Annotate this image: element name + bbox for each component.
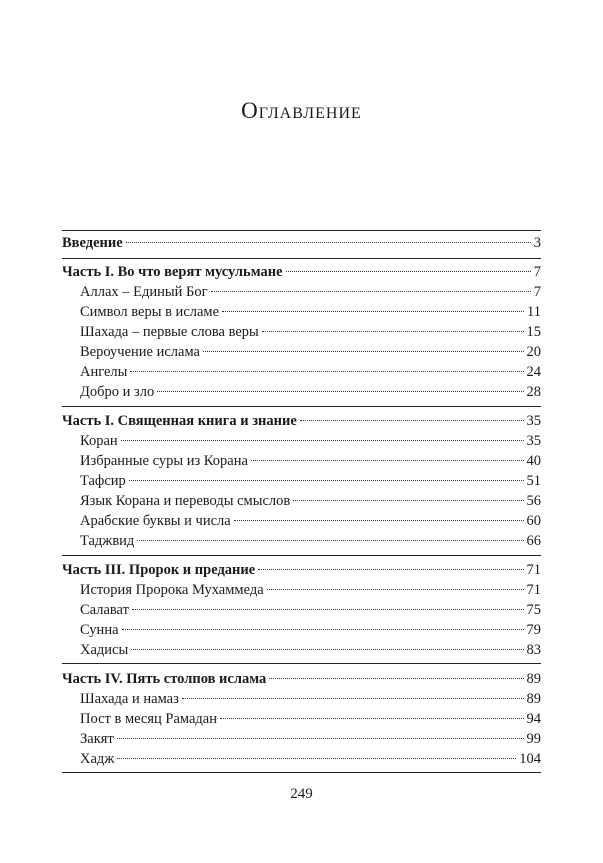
dot-leader (182, 698, 524, 699)
dot-leader (117, 738, 524, 739)
toc-chapter-entry-label: Таджвид (80, 533, 135, 549)
toc-chapter-entry-label: Добро и зло (80, 384, 155, 400)
dot-leader (129, 480, 524, 481)
section-gap (62, 660, 541, 669)
dot-leader (258, 569, 523, 570)
toc-chapter-entry (62, 491, 541, 511)
toc-chapter-entry (62, 431, 541, 451)
toc-chapter-entry-page: 51 (526, 473, 541, 489)
dot-leader (262, 331, 524, 332)
toc-chapter-entry-label: Язык Корана и переводы смыслов (80, 493, 291, 509)
toc-chapter-entry-page: 56 (526, 493, 541, 509)
dot-leader (121, 440, 524, 441)
toc-chapter-entry-label: Хадж (80, 751, 115, 767)
toc-chapter-entry (62, 302, 541, 322)
toc-chapter-entry-page: 104 (519, 751, 541, 767)
toc-part-entry-label: Часть I. Во что верят мусульмане (62, 264, 283, 280)
toc-chapter-entry-page: 79 (526, 622, 541, 638)
toc-chapter-entry-page: 11 (527, 304, 541, 320)
toc-chapter-entry (62, 471, 541, 491)
rule-bottom (62, 772, 541, 773)
toc-chapter-entry-page: 20 (526, 344, 541, 360)
toc-chapter-entry (62, 709, 541, 729)
toc-chapter-entry-page: 60 (526, 513, 541, 529)
toc-chapter-entry (62, 362, 541, 382)
dot-leader (203, 351, 524, 352)
dot-leader (222, 311, 524, 312)
toc-part-entry-page: 7 (533, 264, 541, 280)
toc-part-entry (62, 560, 541, 580)
table-of-contents (62, 233, 541, 769)
toc-chapter-entry (62, 620, 541, 640)
toc-chapter-entry-page: 24 (526, 364, 541, 380)
toc-part-entry-page: 89 (526, 671, 541, 687)
dot-leader (269, 678, 523, 679)
page-number: 249 (290, 786, 313, 802)
toc-chapter-entry-label: Коран (80, 433, 118, 449)
toc-chapter-entry-label: Салават (80, 602, 129, 618)
toc-part-entry-page: 3 (533, 235, 541, 251)
toc-chapter-entry-label: Арабские буквы и числа (80, 513, 231, 529)
toc-chapter-entry-page: 35 (526, 433, 541, 449)
toc-chapter-entry-page: 89 (526, 691, 541, 707)
toc-chapter-entry-page: 75 (526, 602, 541, 618)
toc-chapter-entry-label: Сунна (80, 622, 119, 638)
toc-chapter-entry-label: Избранные суры из Корана (80, 453, 248, 469)
toc-part-entry (62, 411, 541, 431)
dot-leader (293, 500, 523, 501)
dot-leader (300, 420, 524, 421)
page-title: Оглавление (241, 98, 362, 123)
dot-leader (211, 291, 531, 292)
toc-part-entry (62, 233, 541, 253)
toc-chapter-entry-label: Закят (80, 731, 114, 747)
toc-chapter-entry (62, 511, 541, 531)
toc-chapter-entry-label: Хадисы (80, 642, 129, 658)
toc-chapter-entry-label: Тафсир (80, 473, 126, 489)
toc-chapter-entry-page: 7 (533, 284, 541, 300)
toc-chapter-entry (62, 600, 541, 620)
section-gap (62, 551, 541, 560)
toc-chapter-entry-label: Ангелы (80, 364, 128, 380)
dot-leader (157, 391, 523, 392)
toc-chapter-entry-label: Шахада и намаз (80, 691, 179, 707)
dot-leader (267, 589, 524, 590)
dot-leader (117, 758, 516, 759)
rule-top (62, 230, 541, 231)
toc-chapter-entry (62, 282, 541, 302)
toc-chapter-entry (62, 689, 541, 709)
toc-chapter-entry (62, 322, 541, 342)
toc-chapter-entry (62, 531, 541, 551)
section-gap (62, 253, 541, 262)
toc-part-entry-label: Введение (62, 235, 123, 251)
toc-chapter-entry-label: Вероучение ислама (80, 344, 200, 360)
toc-chapter-entry-page: 28 (526, 384, 541, 400)
dot-leader (132, 609, 524, 610)
toc-chapter-entry (62, 382, 541, 402)
toc-chapter-entry-page: 99 (526, 731, 541, 747)
toc-chapter-entry-label: Символ веры в исламе (80, 304, 220, 320)
toc-part-entry (62, 262, 541, 282)
toc-chapter-entry-label: Шахада – первые слова веры (80, 324, 259, 340)
toc-chapter-entry (62, 451, 541, 471)
toc-chapter-entry-page: 66 (526, 533, 541, 549)
toc-chapter-entry (62, 580, 541, 600)
dot-leader (126, 242, 531, 243)
toc-chapter-entry (62, 749, 541, 769)
dot-leader (122, 629, 524, 630)
toc-chapter-entry-label: Пост в месяц Рамадан (80, 711, 217, 727)
toc-part-entry (62, 669, 541, 689)
toc-part-entry-label: Часть IV. Пять столпов ислама (62, 671, 267, 687)
dot-leader (286, 271, 531, 272)
toc-chapter-entry (62, 729, 541, 749)
toc-chapter-entry-label: Аллах – Единый Бог (80, 284, 208, 300)
toc-chapter-entry-page: 15 (526, 324, 541, 340)
toc-chapter-entry-page: 83 (526, 642, 541, 658)
dot-leader (130, 371, 523, 372)
dot-leader (234, 520, 524, 521)
dot-leader (220, 718, 524, 719)
dot-leader (131, 649, 523, 650)
dot-leader (251, 460, 524, 461)
toc-chapter-entry-page: 94 (526, 711, 541, 727)
toc-chapter-entry-label: История Пророка Мухаммеда (80, 582, 264, 598)
section-gap (62, 402, 541, 411)
dot-leader (137, 540, 523, 541)
toc-part-entry-label: Часть III. Пророк и предание (62, 562, 256, 578)
toc-chapter-entry-page: 71 (526, 582, 541, 598)
toc-chapter-entry (62, 640, 541, 660)
toc-part-entry-page: 71 (526, 562, 541, 578)
toc-part-entry-label: Часть I. Священная книга и знание (62, 413, 297, 429)
toc-part-entry-page: 35 (526, 413, 541, 429)
toc-chapter-entry (62, 342, 541, 362)
toc-chapter-entry-page: 40 (526, 453, 541, 469)
